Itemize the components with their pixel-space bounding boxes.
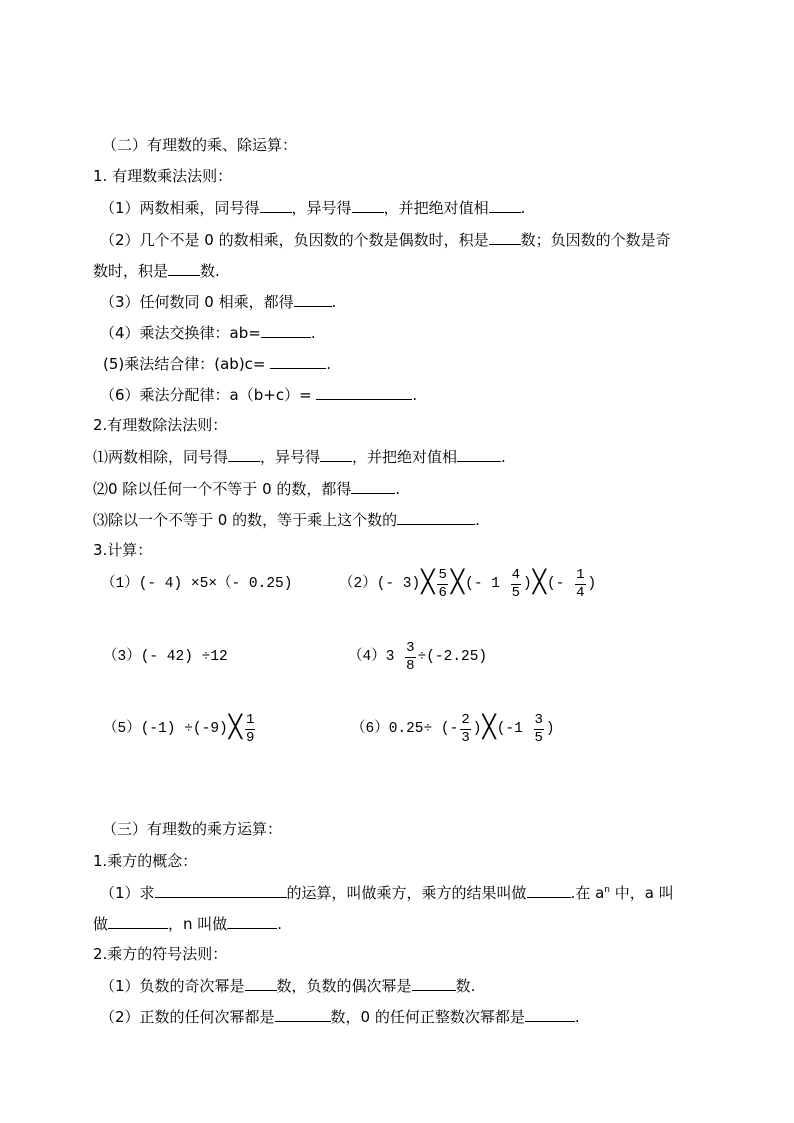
times-icon: ╳	[532, 571, 546, 596]
rule-divide-1: ⑴两数相除，同号得 ，异号得 ，并把绝对值相 .	[93, 448, 506, 466]
fill-blank[interactable]	[260, 197, 292, 213]
fill-blank[interactable]	[227, 913, 277, 929]
fill-blank[interactable]	[525, 1006, 575, 1022]
fill-blank[interactable]	[261, 322, 311, 338]
fill-blank[interactable]	[275, 1006, 331, 1022]
rule-power-sign-1: （1）负数的奇次幂是 数，负数的偶次幂是 数.	[100, 977, 476, 995]
fill-blank[interactable]	[294, 291, 332, 307]
problem-1: （1）(- 4) ×5×（- 0.25)	[101, 576, 293, 592]
rule-divide-2: ⑵0 除以任何一个不等于 0 的数，都得 .	[93, 480, 401, 498]
fraction: $\frac{5}{6}$	[438, 566, 447, 601]
times-icon: ╳	[482, 716, 496, 741]
heading-calculate: 3.计算：	[93, 541, 153, 559]
fill-blank[interactable]	[155, 882, 287, 898]
fill-blank[interactable]	[457, 446, 501, 462]
fill-blank[interactable]	[412, 975, 456, 991]
section-title-multiply-divide: （二）有理数的乘、除运算：	[102, 136, 298, 154]
problem-6: （6）0.25÷ (- $\frac{2}{3}$ ) ╳ (-1 $\frac{3}{5}$ )	[351, 711, 555, 746]
fill-blank[interactable]	[397, 509, 475, 525]
rule-power-sign-2: （2）正数的任何次幂都是 数，0 的任何正整数次幂都是 .	[100, 1008, 580, 1026]
fraction: $\frac{3}{8}$	[406, 639, 415, 674]
problem-2: （2）(- 3) ╳ $\frac{5}{6}$ ╳ (- 1 $\frac{4}{5}$ ) ╳ (- $\frac{1}{4}$ )	[339, 566, 597, 601]
fraction: $\frac{4}{5}$	[511, 566, 521, 601]
rule-multiply-2b: 数时，积是 数.	[93, 262, 220, 280]
times-icon: ╳	[228, 716, 242, 741]
problem-5: （5）(-1) ÷(-9) ╳ $\frac{1}{9}$	[103, 711, 255, 746]
fill-blank[interactable]	[351, 478, 395, 494]
rule-multiply-3: （3）任何数同 0 相乘，都得 .	[100, 293, 337, 311]
problem-3: （3）(- 42) ÷12	[103, 649, 228, 665]
heading-power-sign-rule: 2.乘方的符号法则：	[93, 945, 228, 963]
times-icon: ╳	[450, 571, 465, 596]
rule-multiply-6: （6）乘法分配律：a（b+c）= .	[100, 386, 418, 404]
fill-blank[interactable]	[489, 229, 521, 245]
heading-power-concept: 1.乘方的概念：	[93, 852, 198, 870]
times-icon: ╳	[421, 571, 435, 596]
fill-blank[interactable]	[316, 384, 412, 400]
fill-blank[interactable]	[228, 446, 260, 462]
rule-power-concept-a: （1）求 的运算，叫做乘方，乘方的结果叫做 .在 $a^n$ 中，a 叫	[100, 884, 674, 902]
fraction: $\frac{3}{5}$	[534, 711, 543, 746]
fill-blank[interactable]	[352, 197, 384, 213]
fill-blank[interactable]	[168, 260, 200, 276]
rule-power-concept-b: 做 ，n 叫做 .	[93, 915, 283, 933]
fill-blank[interactable]	[108, 913, 168, 929]
heading-division-rule: 2.有理数除法法则：	[93, 416, 228, 434]
fill-blank[interactable]	[320, 446, 352, 462]
fill-blank[interactable]	[270, 353, 326, 369]
fraction: $\frac{1}{4}$	[576, 566, 585, 601]
rule-multiply-1: （1）两数相乘，同号得 ，异号得 ，并把绝对值相 .	[100, 199, 526, 217]
fill-blank[interactable]	[527, 882, 571, 898]
fill-blank[interactable]	[245, 975, 277, 991]
fraction: $\frac{2}{3}$	[461, 711, 470, 746]
heading-multiplication-rule: 1. 有理数乘法法则：	[93, 167, 233, 185]
rule-multiply-5: (5)乘法结合律：(ab)c= .	[103, 355, 332, 373]
fill-blank[interactable]	[489, 197, 521, 213]
section-title-power: （三）有理数的乘方运算：	[102, 820, 283, 838]
fraction: $\frac{1}{9}$	[245, 711, 255, 746]
rule-multiply-4: （4）乘法交换律：ab= .	[100, 324, 316, 342]
problem-4: （4）3 $\frac{3}{8}$ ÷(-2.25)	[348, 639, 488, 674]
rule-multiply-2a: （2）几个不是 0 的数相乘，负因数的个数是偶数时，积是 数；负因数的个数是奇	[100, 231, 671, 249]
rule-divide-3: ⑶除以一个不等于 0 的数，等于乘上这个数的 .	[93, 511, 480, 529]
